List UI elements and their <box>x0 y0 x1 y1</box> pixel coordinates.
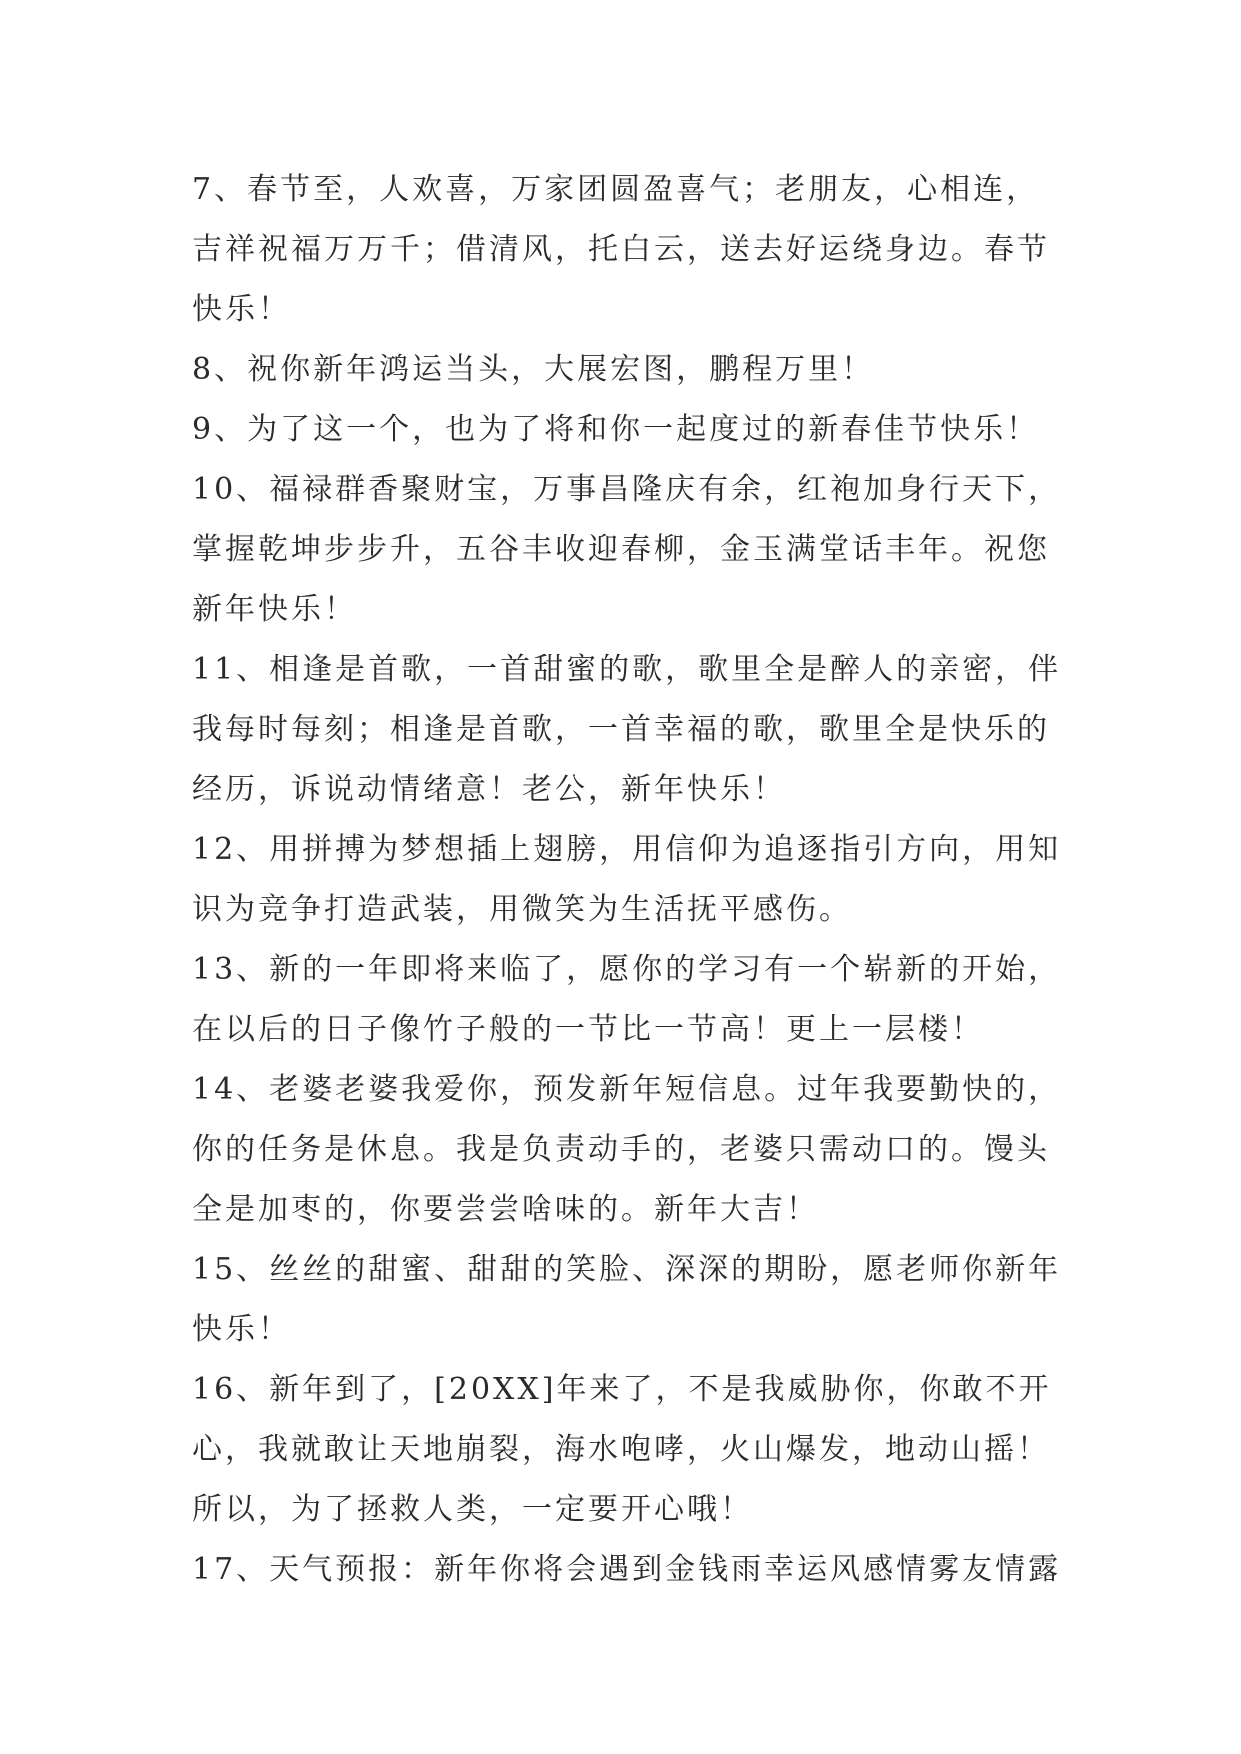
entry-15: 15、丝丝的甜蜜、甜甜的笑脸、深深的期盼，愿老师你新年快乐！ <box>192 1252 1062 1347</box>
entry-9: 9、为了这一个，也为了将和你一起度过的新春佳节快乐！ <box>192 412 1040 447</box>
entry-10: 10、福禄群香聚财宝，万事昌隆庆有余，红袍加身行天下，掌握乾坤步步升，五谷丰收迎春柳，金玉满堂话丰年。祝您新年快乐！ <box>192 472 1062 627</box>
entry-11: 11、相逢是首歌，一首甜蜜的歌，歌里全是醉人的亲密，伴我每时每刻；相逢是首歌，一首幸福的歌，歌里全是快乐的经历，诉说动情绪意！老公，新年快乐！ <box>192 652 1062 807</box>
entry-16: 16、新年到了，[20XX]年来了，不是我威胁你，你敢不开心，我就敢让天地崩裂，海水咆哮，火山爆发，地动山摇！所以，为了拯救人类，一定要开心哦！ <box>192 1372 1052 1527</box>
entry-17: 17、天气预报：新年你将会遇到金钱雨幸运风感情雾友情露 <box>192 1552 1062 1587</box>
entry-7: 7、春节至，人欢喜，万家团圆盈喜气；老朋友，心相连，吉祥祝福万万千；借清风，托白云，送去好运绕身边。春节快乐！ <box>192 172 1050 327</box>
entry-14: 14、老婆老婆我爱你，预发新年短信息。过年我要勤快的，你的任务是休息。我是负责动手的，老婆只需动口的。馒头全是加枣的，你要尝尝啥味的。新年大吉！ <box>192 1072 1062 1227</box>
entry-12: 12、用拼搏为梦想插上翅膀，用信仰为追逐指引方向，用知识为竞争打造武装，用微笑为生活抚平感伤。 <box>192 832 1062 927</box>
entry-13: 13、新的一年即将来临了，愿你的学习有一个崭新的开始，在以后的日子像竹子般的一节比一节高！更上一层楼！ <box>192 952 1062 1047</box>
document-body <box>192 160 1062 1600</box>
entry-8: 8、祝你新年鸿运当头，大展宏图，鹏程万里！ <box>192 352 875 387</box>
